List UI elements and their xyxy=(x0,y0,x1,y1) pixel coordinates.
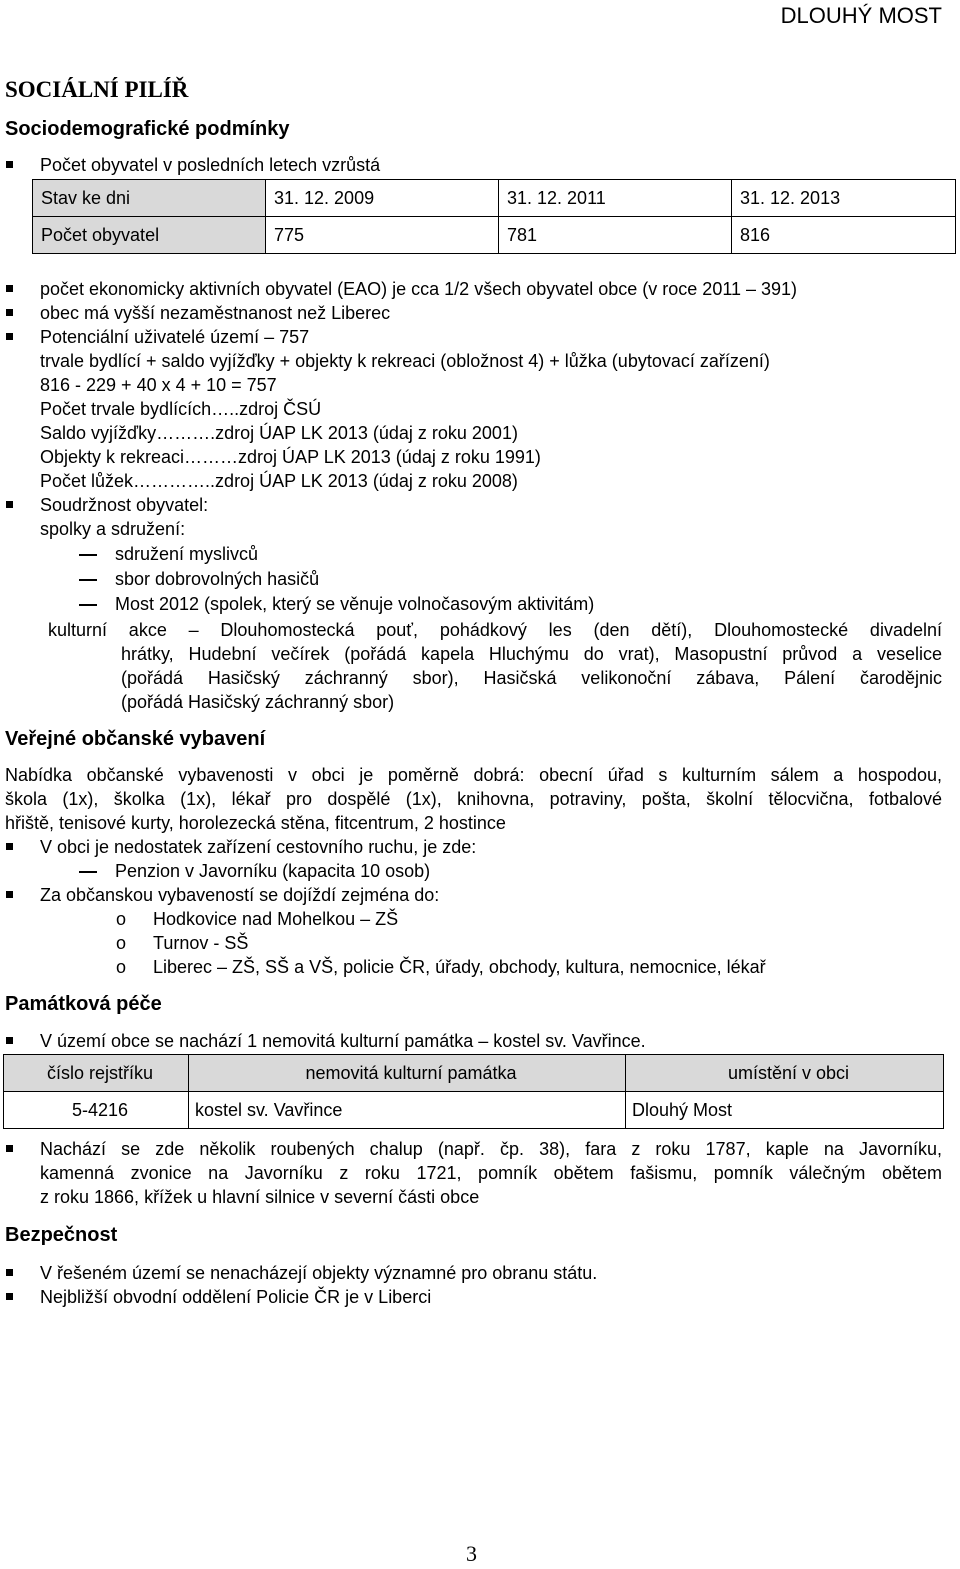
culture-line: kulturní akce – Dlouhomostecká pouť, pohádkový les (den dětí), Dlouhomostecké divadelní xyxy=(48,620,942,640)
bullet-icon xyxy=(6,891,13,898)
tourism-item: V obci je nedostatek zařízení cestovního ruchu, je zde: xyxy=(40,837,477,857)
table-header-cell: umístění v obci xyxy=(626,1055,944,1092)
association-item: Most 2012 (spolek, který se věnuje volnočasovým aktivitám) xyxy=(115,594,595,614)
culture-line: (pořádá Hasičský záchranný sbor), Hasičská velikonoční zábava, Pálení čarodějnic xyxy=(121,668,942,688)
association-item: sbor dobrovolných hasičů xyxy=(115,569,320,589)
table-cell: 816 xyxy=(732,217,956,254)
source-line: Saldo vyjížďky……….zdroj ÚAP LK 2013 (údaj z roku 2001) xyxy=(40,423,518,443)
dash-icon xyxy=(79,871,97,873)
table-cell: 31. 12. 2011 xyxy=(499,180,732,217)
commute-subitem: Turnov - SŠ xyxy=(153,933,249,953)
bullet-icon xyxy=(6,161,13,168)
dash-icon xyxy=(79,554,97,556)
monuments-intro: V území obce se nachází 1 nemovitá kulturní památka – kostel sv. Vavřince. xyxy=(40,1031,646,1051)
table-cell: 775 xyxy=(266,217,499,254)
bullet-icon xyxy=(6,1293,13,1300)
source-line: Objekty k rekreaci………zdroj ÚAP LK 2013 (údaj z roku 1991) xyxy=(40,447,541,467)
circle-bullet-icon: o xyxy=(116,933,127,953)
table-cell: 31. 12. 2009 xyxy=(266,180,499,217)
section-title: SOCIÁLNÍ PILÍŘ xyxy=(5,77,189,102)
security-item: Nejbližší obvodní oddělení Policie ČR je v Liberci xyxy=(40,1287,432,1307)
table-row xyxy=(4,1055,944,1092)
bullet-icon xyxy=(6,1269,13,1276)
commute-subitem: Hodkovice nad Mohelkou – ZŠ xyxy=(153,909,399,929)
civic-paragraph-line: škola (1x), školka (1x), lékař pro dospělé (1x), knihovna, potraviny, pošta, školní tělocvična, fotbalové xyxy=(5,789,942,809)
table-cell: Počet obyvatel xyxy=(33,217,266,254)
table-row xyxy=(33,217,956,254)
source-line: Počet trvale bydlících…..zdroj ČSÚ xyxy=(40,399,322,419)
table-cell: kostel sv. Vavřince xyxy=(189,1092,626,1129)
civic-paragraph-line: Nabídka občanské vybavenosti v obci je poměrně dobrá: obecní úřad s kulturním sálem a hospodou, xyxy=(5,765,942,785)
list-item: obec má vyšší nezaměstnanost než Liberec xyxy=(40,303,391,323)
security-heading: Bezpečnost xyxy=(5,1224,118,1246)
tourism-subitem: Penzion v Javorníku (kapacita 10 osob) xyxy=(115,861,431,881)
commute-subitem: Liberec – ZŠ, SŠ a VŠ, policie ČR, úřady, obchody, kultura, nemocnice, lékař xyxy=(153,957,766,977)
list-item: počet ekonomicky aktivních obyvatel (EAO) je cca 1/2 všech obyvatel obce (v roce 2011 – 391) xyxy=(40,279,798,299)
source-line: Počet lůžek…………..zdroj ÚAP LK 2013 (údaj z roku 2008) xyxy=(40,471,518,491)
monuments-table xyxy=(3,1054,944,1129)
population-table xyxy=(32,179,956,254)
table-row xyxy=(33,180,956,217)
table-cell: 781 xyxy=(499,217,732,254)
bullet-icon xyxy=(6,285,13,292)
dash-icon xyxy=(79,604,97,606)
table-cell: Stav ke dni xyxy=(33,180,266,217)
bullet-icon xyxy=(6,843,13,850)
running-header: DLOUHÝ MOST xyxy=(780,3,942,28)
bullet-icon xyxy=(6,1145,13,1152)
potential-formula: 816 - 229 + 40 x 4 + 10 = 757 xyxy=(40,375,277,395)
association-item: sdružení myslivců xyxy=(115,544,259,564)
table-cell: 5-4216 xyxy=(4,1092,189,1129)
table-cell: 31. 12. 2013 xyxy=(732,180,956,217)
table-row xyxy=(4,1092,944,1129)
bullet-icon xyxy=(6,501,13,508)
bullet-icon xyxy=(6,309,13,316)
monuments-other-line: kamenná zvonice na Javorníku z roku 1721, pomník obětem fašismu, pomník válečným obětem xyxy=(40,1163,942,1183)
bullet-icon xyxy=(6,1037,13,1044)
commute-item: Za občanskou vybaveností se dojíždí zejména do: xyxy=(40,885,440,905)
pop-intro: Počet obyvatel v posledních letech vzrůstá xyxy=(40,155,381,175)
culture-line: hrátky, Hudební večírek (pořádá kapela Hluchýmu do vrat), Masopustní průvod a veselice xyxy=(121,644,942,664)
monuments-other-line: Nachází se zde několik roubených chalup (např. čp. 38), fara z roku 1787, kaple na Javorníku, xyxy=(40,1139,942,1159)
associations-label: spolky a sdružení: xyxy=(40,519,186,539)
cohesion-item: Soudržnost obyvatel: xyxy=(40,495,209,515)
page-number: 3 xyxy=(466,1541,477,1566)
circle-bullet-icon: o xyxy=(116,957,127,977)
civic-paragraph-line: hřiště, tenisové kurty, horolezecká stěna, fitcentrum, 2 hostince xyxy=(5,813,506,833)
monuments-heading: Památková péče xyxy=(5,993,162,1015)
potential-formula-text: trvale bydlící + saldo vyjížďky + objekty k rekreaci (obložnost 4) + lůžka (ubytovací zařízení) xyxy=(40,351,770,371)
table-header-cell: číslo rejstříku xyxy=(4,1055,189,1092)
culture-line: (pořádá Hasičský záchranný sbor) xyxy=(121,692,395,712)
table-header-cell: nemovitá kulturní památka xyxy=(189,1055,626,1092)
circle-bullet-icon: o xyxy=(116,909,127,929)
monuments-other-line: z roku 1866, křížek u hlavní silnice v severní části obce xyxy=(40,1187,480,1207)
bullet-icon xyxy=(6,333,13,340)
security-item: V řešeném území se nenacházejí objekty významné pro obranu státu. xyxy=(40,1263,598,1283)
socio-heading: Sociodemografické podmínky xyxy=(5,118,290,140)
civic-heading: Veřejné občanské vybavení xyxy=(5,728,266,750)
table-cell: Dlouhý Most xyxy=(626,1092,944,1129)
dash-icon xyxy=(79,579,97,581)
list-item: Potenciální uživatelé území – 757 xyxy=(40,327,310,347)
